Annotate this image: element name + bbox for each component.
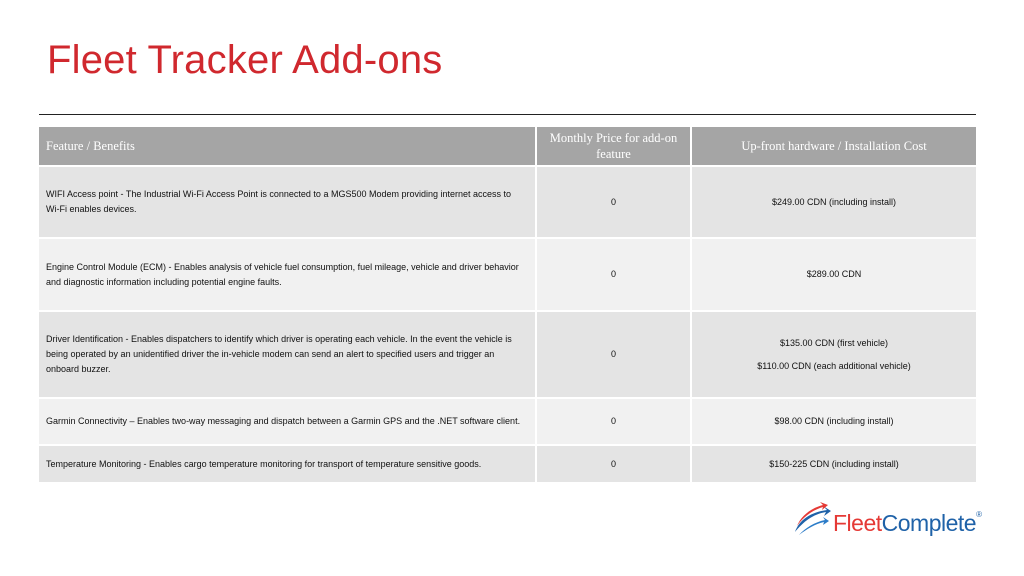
feature-cell: Driver Identification - Enables dispatchers to identify which driver is operating each vehicle. In the event the vehicle is being operated by an unidentified driver the in-vehicle modem can send an alert to specified users and trigger an onboard buzzer.: [39, 312, 537, 399]
table-row: [39, 312, 976, 399]
logo-word-fleet: Fleet: [833, 510, 882, 536]
cost-line: $135.00 CDN (first vehicle): [779, 337, 889, 348]
header-monthly-price: Monthly Price for add-on feature: [537, 127, 692, 167]
table-header-row: [39, 127, 976, 167]
cost-line: $98.00 CDN (including install): [774, 416, 894, 426]
addons-table: [39, 127, 976, 484]
monthly-price-cell: 0: [537, 239, 692, 312]
slide-title: Fleet Tracker Add-ons: [47, 38, 443, 82]
cost-line: $289.00 CDN: [806, 269, 862, 279]
table-row: [39, 167, 976, 239]
cost-line: $249.00 CDN (including install): [771, 196, 897, 207]
fleet-complete-logo: [793, 502, 993, 538]
cost-line: $110.00 CDN (each additional vehicle): [757, 360, 911, 371]
upfront-cost-cell: [692, 167, 976, 239]
monthly-price-cell: 0: [537, 399, 692, 446]
monthly-price-cell: 0: [537, 167, 692, 239]
upfront-cost-cell: [692, 239, 976, 312]
upfront-cost-cell: [692, 446, 976, 484]
header-upfront-cost: Up-front hardware / Installation Cost: [692, 127, 976, 167]
header-feature-benefits: Feature / Benefits: [39, 127, 537, 167]
feature-cell: Garmin Connectivity – Enables two-way messaging and dispatch between a Garmin GPS and the .NET software client.: [39, 399, 537, 446]
table-row: [39, 239, 976, 312]
table-row: [39, 399, 976, 446]
registered-mark: ®: [976, 510, 982, 519]
upfront-cost-cell: [692, 399, 976, 446]
monthly-price-cell: 0: [537, 312, 692, 399]
upfront-cost-cell: [692, 312, 976, 399]
feature-cell: WIFI Access point - The Industrial Wi-Fi Access Point is connected to a MGS500 Modem providing internet access to Wi-Fi enables devices.: [39, 167, 537, 239]
logo-word-complete: Complete: [881, 510, 977, 536]
feature-cell: Engine Control Module (ECM) - Enables analysis of vehicle fuel consumption, fuel mileage, vehicle and driver behavior and diagnostic information including potential engine faults.: [39, 239, 537, 312]
cost-line: $150-225 CDN (including install): [769, 458, 899, 469]
table-row: [39, 446, 976, 484]
fleet-complete-swoosh-icon: [793, 502, 831, 536]
monthly-price-cell: 0: [537, 446, 692, 484]
feature-cell: Temperature Monitoring - Enables cargo temperature monitoring for transport of temperature sensitive goods.: [39, 446, 537, 484]
title-divider: [39, 114, 976, 115]
logo-wordmark: [833, 510, 981, 537]
